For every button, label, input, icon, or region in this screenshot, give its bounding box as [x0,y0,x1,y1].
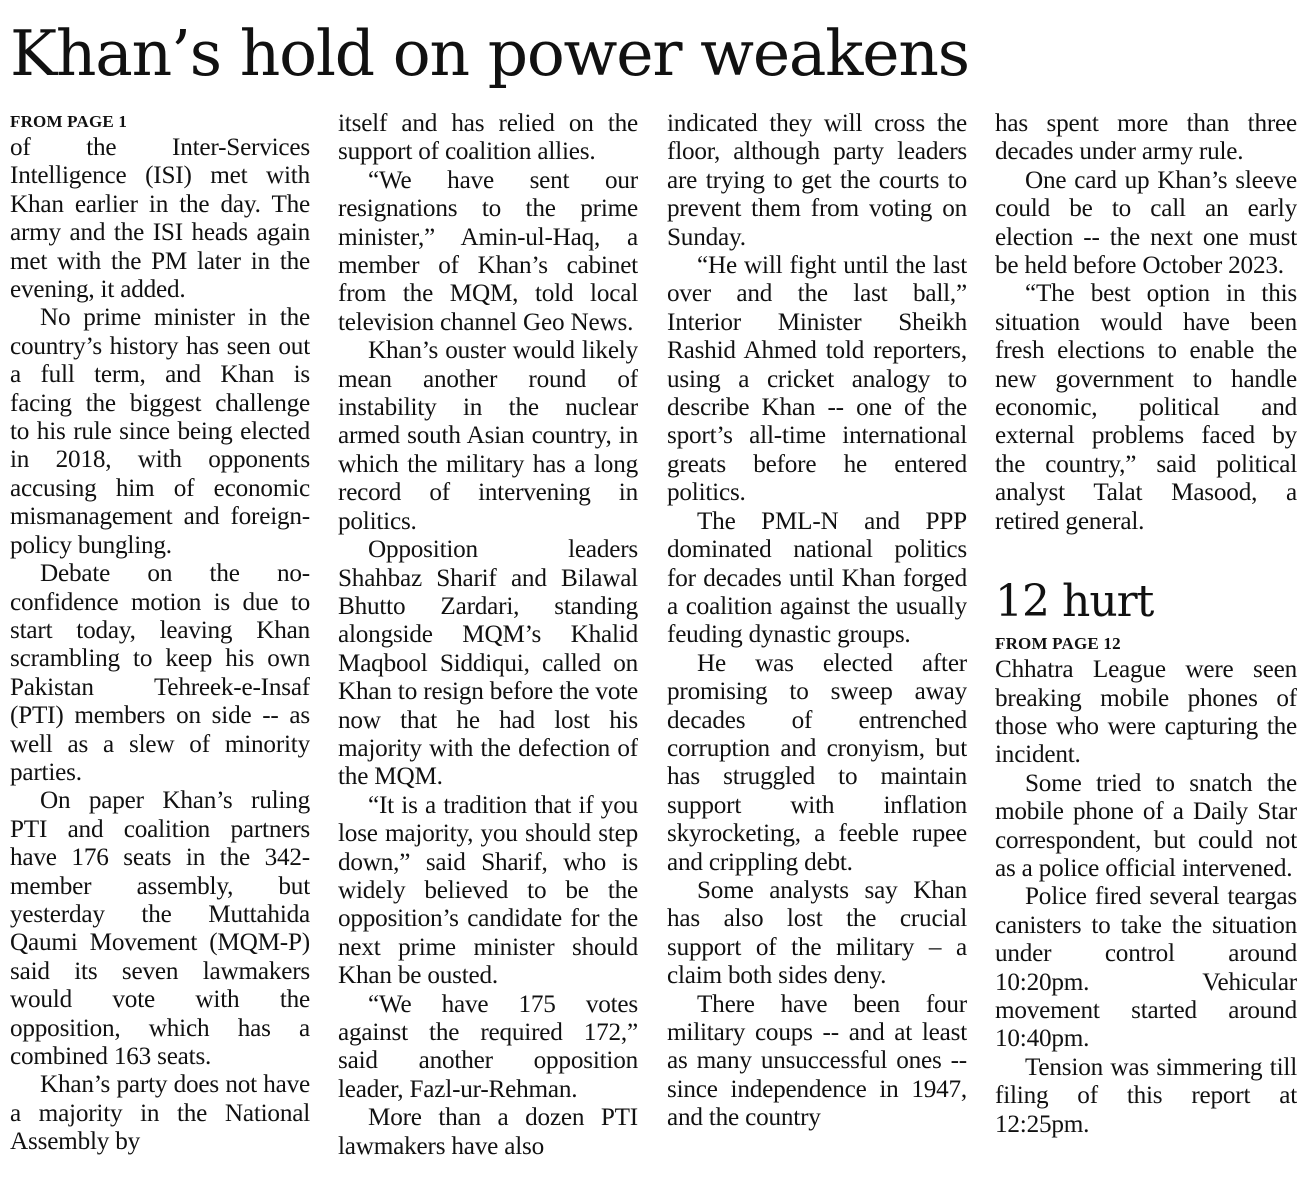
paragraph: One card up Khan’s sleeve could be to call an early election -- the next one must be held before October 2023. [995,166,1297,280]
headline: Khan’s hold on power weakens [10,17,969,90]
paragraph: Police fired several teargas canisters to take the situation under control around 10:20pm. Vehicular movement started around 10:40pm. [995,883,1297,1053]
article-column-1 [10,110,310,1200]
paragraph: There have been four military coups -- and at least as many unsuccessful ones -- since independence in 1947, and the country [667,990,967,1132]
paragraph: Chhatra League were seen breaking mobile phones of those who were capturing the incident. [995,656,1297,769]
paragraph: No prime minister in the country’s history has seen out a full term, and Khan is facing the biggest challenge to his rule since being elected in 2018, with opponents accusing him of economic mismanagement and foreign-policy bungling. [10,304,310,559]
paragraph: “The best option in this situation would have been fresh elections to enable the new government to handle economic, political and external problems faced by the country,” said political analyst Talat Masood, a retired general. [995,280,1297,535]
paragraph: “It is a tradition that if you lose majority, you should step down,” said Sharif, who is widely believed to be the opposition’s candidate for the next prime minister should Khan be ousted. [338,791,638,990]
paragraph: Some tried to snatch the mobile phone of a Daily Star correspondent, but could not as a police official intervened. [995,769,1297,882]
article-column-4 [995,110,1297,1200]
article-column-3 [667,110,967,1200]
paragraph: He was elected after promising to sweep away decades of entrenched corruption and cronyism, but has struggled to maintain support with inflation skyrocketing, a feeble rupee and crippling debt. [667,649,967,876]
article-column-2 [338,110,638,1200]
paragraph: itself and has relied on the support of coalition allies. [338,110,638,166]
paragraph: Opposition leaders Shahbaz Sharif and Bilawal Bhutto Zardari, standing alongside MQM’s Khalid Maqbool Siddiqui, called on Khan to resign before the vote now that he had lost his majority with the defection of the MQM. [338,536,638,791]
paragraph: has spent more than three decades under army rule. [995,110,1297,166]
paragraph: Debate on the no-confidence motion is due to start today, leaving Khan scrambling to keep his own Pakistan Tehreek-e-Insaf (PTI) members on side -- as well as a slew of minority parties. [10,560,310,786]
kicker: FROM PAGE 12 [995,634,1121,654]
paragraph: “We have 175 votes against the required 172,” said another opposition leader, Fazl-ur-Rehman. [338,990,638,1103]
paragraph: indicated they will cross the floor, although party leaders are trying to get the courts to prevent them from voting on Sunday. [667,110,967,251]
paragraph: of the Inter-Services Intelligence (ISI) met with Khan earlier in the day. The army and the ISI heads again met with the PM later in the evening, it added. [10,134,310,304]
paragraph: Khan’s ouster would likely mean another round of instability in the nuclear armed south Asian country, in which the military has a long record of intervening in politics. [338,337,638,535]
paragraph: “We have sent our resignations to the prime minister,” Amin-ul-Haq, a member of Khan’s cabinet from the MQM, told local television channel Geo News. [338,166,638,336]
paragraph: Tension was simmering till filing of this report at 12:25pm. [995,1053,1297,1138]
paragraph: The PML-N and PPP dominated national politics for decades until Khan forged a coalition against the usually feuding dynastic groups. [667,507,967,649]
paragraph: Some analysts say Khan has also lost the crucial support of the military – a claim both sides deny. [667,876,967,990]
paragraph: “He will fight until the last over and the last ball,” Interior Minister Sheikh Rashid Ahmed told reporters, using a cricket analogy to describe Khan -- one of the sport’s all-time international greats before he entered politics. [667,252,967,507]
kicker: FROM PAGE 1 [10,112,128,131]
paragraph: More than a dozen PTI lawmakers have also [338,1104,638,1160]
paragraph: Khan’s party does not have a majority in the National Assembly by [10,1071,310,1156]
paragraph: On paper Khan’s ruling PTI and coalition partners have 176 seats in the 342-member assembly, but yesterday the Muttahida Qaumi Movement (MQM-P) said its seven lawmakers would vote with the opposition, which has a combined 163 seats. [10,787,310,1070]
second-story-headline: 12 hurt [995,576,1154,628]
